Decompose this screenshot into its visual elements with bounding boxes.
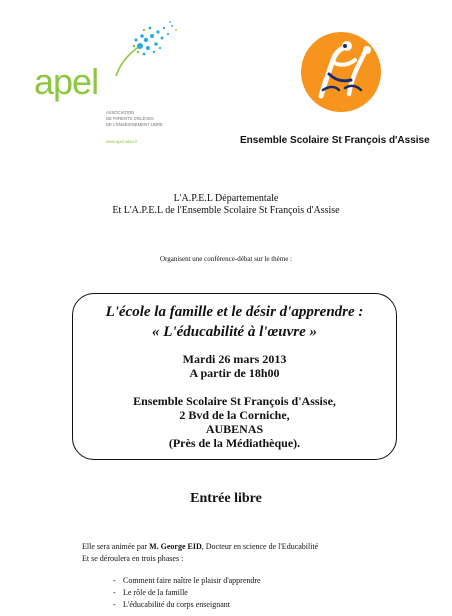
conference-city: AUBENAS (205, 422, 264, 436)
conference-title-line-2: « L'éducabilité à l'œuvre » (152, 324, 317, 340)
conference-landmark: (Près de la Médiathèque). (168, 436, 301, 450)
intro-line-1 (82, 541, 442, 553)
conference-venue: Ensemble Scolaire St François d'Assise, (133, 394, 336, 408)
phase-label: Comment faire naître le plaisir d'apprendre (123, 576, 261, 585)
organizer-line-2: Et L'A.P.E.L de l'Ensemble Scolaire St François d'Assise (112, 205, 340, 216)
intro (82, 541, 442, 565)
phase-label: Le rôle de la famille (123, 588, 188, 597)
list-item (113, 587, 261, 599)
entry-free: Entrée libre (190, 491, 262, 506)
intro-line-2: Et se déroulera en trois phases : (82, 554, 184, 563)
organise-line: Organisent une conférence-débat sur le thème : (159, 255, 293, 263)
apel-wordmark: apel (34, 61, 99, 102)
bullet: - (113, 600, 116, 609)
intro-prefix: Elle sera animée par (82, 542, 150, 551)
organizers (0, 193, 452, 217)
organizer-line-1: L'A.P.E.L Départementale (173, 193, 279, 204)
apel-subtitle: ASSOCIATION DE PARENTS D'ÉLÈVES DE L'ENSEIGNEMENT LIBRE (106, 110, 163, 127)
apel-logo (34, 18, 194, 153)
speaker-name: M. George EID (149, 542, 202, 551)
conference-time: A partir de 18h00 (189, 366, 280, 380)
conference-title-line-1: L'école la famille et le désir d'apprendre : (105, 304, 364, 320)
school-name: Ensemble Scolaire St François d'Assise (240, 135, 430, 146)
phase-list (113, 575, 261, 611)
bullet: - (113, 588, 116, 597)
conference-box (72, 293, 397, 460)
list-item (113, 599, 261, 611)
conference-date: Mardi 26 mars 2013 (182, 352, 287, 366)
phase-label: L'éducabilité du corps enseignant (123, 600, 230, 609)
conference-address (73, 394, 396, 450)
dandelion-icon (100, 18, 184, 98)
bullet: - (113, 576, 116, 585)
list-item (113, 575, 261, 587)
intro-suffix: , Docteur en science de l'Educabilité (201, 542, 319, 551)
apel-url: www.apel.asso.fr (106, 139, 138, 144)
school-logo-icon (299, 30, 383, 114)
conference-street: 2 Bvd de la Corniche, (179, 408, 290, 422)
